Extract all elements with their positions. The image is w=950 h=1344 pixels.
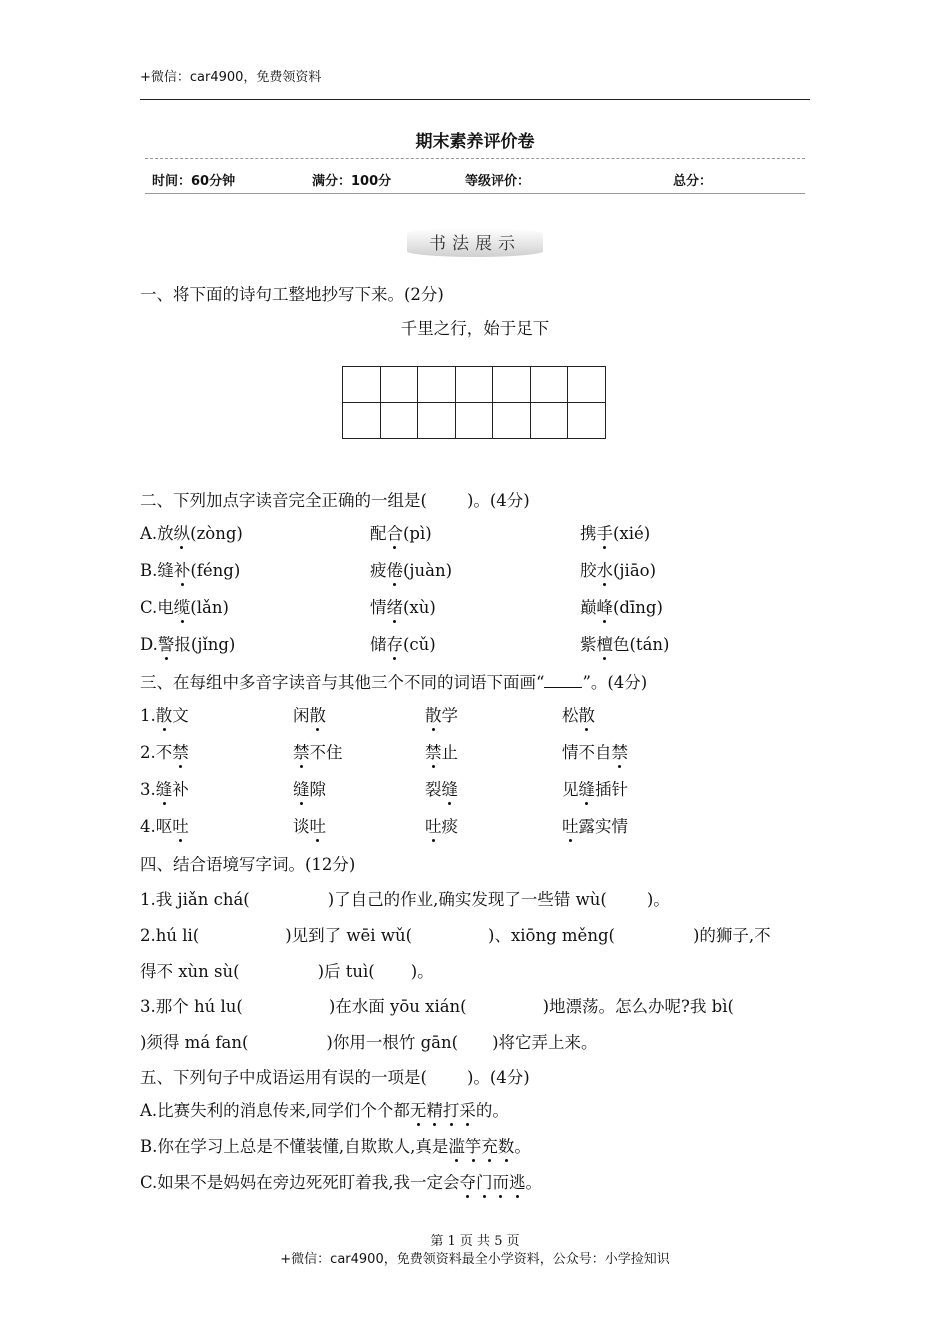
q2-option-r1-c3: 携手(xié) [580,520,650,544]
q3-word-r4-c4: 吐露实情 [562,813,628,837]
q3-word-r1-c2: 闲散 [293,702,326,726]
q2-option-r1-c2: 配合(pì) [370,520,432,544]
q3-word-r4-c3: 吐痰 [425,813,458,837]
q3-word-r1-c1: 1.散文 [140,702,189,726]
q2-option-r3-c2: 情绪(xù) [370,594,436,618]
q3-word-r3-c1: 3.缝补 [140,776,189,800]
page-number: 第 1 页 共 5 页 [430,1234,520,1249]
section-title: 书法展示 [0,228,950,257]
q4-stem: 四、结合语境写字词。(12分) [140,855,356,874]
q2-option-r3-c1: C.电缆(lǎn) [140,594,229,618]
meta-total: 总分： [673,174,713,189]
q4-line-3: 得不 xùn sù( )后 tuì( )。 [140,962,434,981]
dashed-divider [145,158,805,159]
q3-word-r4-c1: 4.呕吐 [140,813,189,837]
q4-line-4: 3.那个 hú lu( )在水面 yōu xián( )地漂荡。怎么办呢?我 bì( [140,997,734,1016]
q3-word-r1-c3: 散学 [425,702,458,726]
q3-word-r2-c4: 情不自禁 [562,739,628,763]
q3-word-r2-c1: 2.不禁 [140,739,189,763]
q2-option-r2-c3: 胶水(jiāo) [580,557,656,581]
q5-option-a: A.比赛失利的消息传来,同学们个个都无精打采的。 [140,1097,509,1121]
footer-note: +微信：car4900，免费领资料最全小学资料，公众号：小学捡知识 [280,1252,670,1267]
q2-option-r1-c1: A.放纵(zòng) [140,520,243,544]
q2-stem: 二、下列加点字读音完全正确的一组是( )。(4分) [140,491,530,510]
q4-line-2: 2.hú li( )见到了 wēi wǔ( )、xiōng měng( )的狮子,不 [140,926,771,945]
q2-option-r2-c1: B.缝补(féng) [140,557,240,581]
q2-option-r4-c3: 紫檀色(tán) [580,631,669,655]
meta-divider [145,193,805,194]
meta-grade: 等级评价： [465,174,531,189]
q4-line-5: )须得 má fan( )你用一根竹 gān( )将它弄上来。 [140,1033,598,1052]
writing-grid[interactable] [342,366,606,439]
q5-option-c: C.如果不是妈妈在旁边死死盯着我,我一定会夺门而逃。 [140,1169,542,1193]
q1-stem: 一、将下面的诗句工整地抄写下来。(2分) [140,285,444,304]
q3-word-r3-c3: 裂缝 [425,776,458,800]
meta-full-score: 满分：100分 [312,174,392,189]
q2-option-r2-c2: 疲倦(juàn) [370,557,452,581]
q3-word-r2-c3: 禁止 [425,739,458,763]
q2-option-r3-c3: 巅峰(dīng) [580,594,663,618]
page-title: 期末素养评价卷 [415,132,535,152]
q5-option-b: B.你在学习上总是不懂装懂,自欺欺人,真是滥竽充数。 [140,1133,531,1157]
q3-word-r4-c2: 谈吐 [293,813,326,837]
meta-time: 时间：60分钟 [152,174,236,189]
header-rule [140,99,810,100]
q4-line-1: 1.我 jiǎn chá( )了自己的作业,确实发现了一些错 wù( )。 [140,890,670,909]
q3-word-r3-c2: 缝隙 [293,776,326,800]
q3-word-r2-c2: 禁不住 [293,739,343,763]
q1-poem: 千里之行，始于足下 [400,319,550,338]
q3-word-r1-c4: 松散 [562,702,595,726]
q3-word-r3-c4: 见缝插针 [562,776,628,800]
header-note: +微信：car4900，免费领资料 [140,70,322,85]
q2-option-r4-c1: D.警报(jǐng) [140,631,235,655]
q3-stem: 三、在每组中多音字读音与其他三个不同的词语下面画“ ”。(4分) [140,673,648,692]
q2-option-r4-c2: 储存(cǔ) [370,631,436,655]
q5-stem: 五、下列句子中成语运用有误的一项是( )。(4分) [140,1068,530,1087]
